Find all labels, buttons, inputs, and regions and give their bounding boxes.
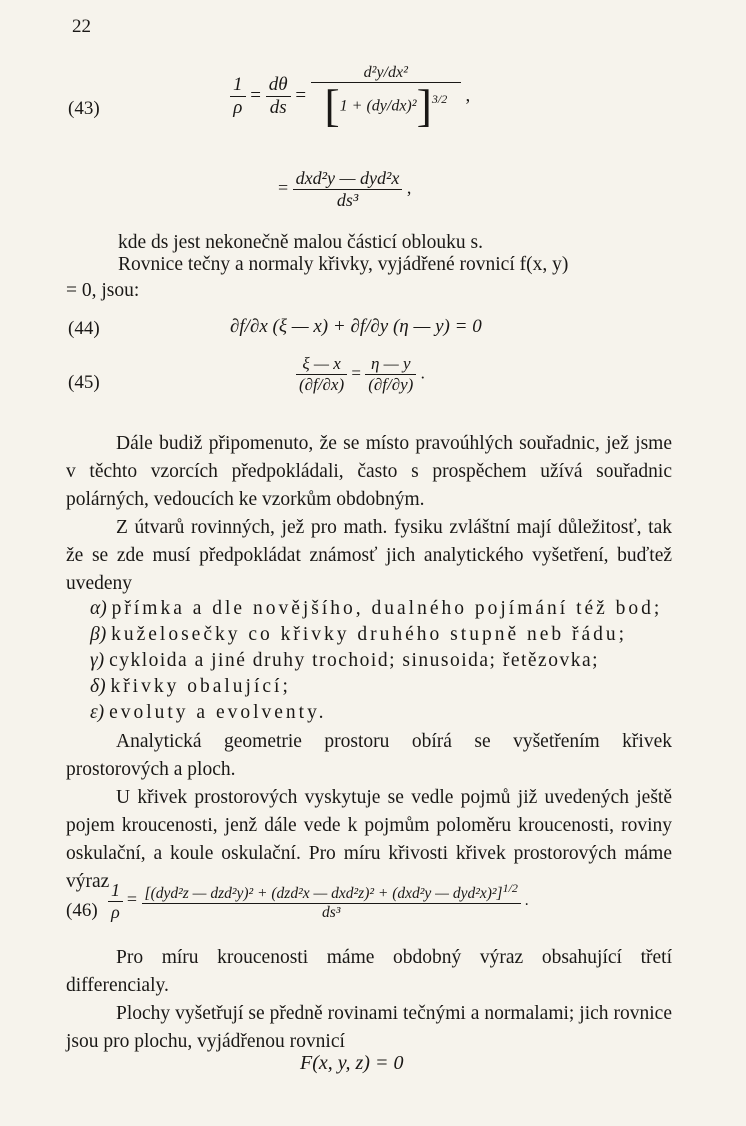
eq46-expr: $\frac{1}{\rho}$ = $\frac{[(dyd^2z — dzd^2y)^2 + (dzd^2x — dxd^2z)^2 + (dxd^2y — dyd^2x)^2]^{1/2}}{\text{ds³}}$ . (108, 880, 529, 923)
list-item-epsilon: ε) evoluty a evolventy. (90, 702, 327, 723)
paragraph-surfaces: Plochy vyšetřují se předně rovinami tečnými a normalami; jich rovnice jsou pro plochu, vyjádřenou rovnicí (66, 1003, 672, 1052)
eq43-rhs: $\frac{\text{d²y/dx²}}{[1 + (dy/dx)^2]^{3/2}}$ (311, 64, 461, 129)
text-tangent-normal-line1: Rovnice tečny a normaly křivky, vyjádřené rovnicí f(x, y) (118, 254, 569, 275)
list-item-delta: δ) křivky obalující; (90, 676, 291, 697)
eq43-label: (43) (68, 98, 100, 119)
eq46-label: (46) (66, 900, 98, 921)
paragraph-polar-coordinates: Dále budiž připomenuto, že se místo pravoúhlých souřadnic, jež jsme v těchto vzorcích předpokládali, často s prospěchem užívá souřadnic polárných, vedoucích ke vzorkům obdobným. (66, 433, 672, 510)
eq43-line1: $\frac{1}{\rho}$ = $\frac{d\theta}{ds}$ = $\frac{\text{d²y/dx²}}{[1 + (dy/dx)^2]^{3/2}}$ , (230, 64, 470, 129)
list-item-beta: β) kuželosečky co křivky druhého stupně neb řádu; (90, 624, 628, 645)
list-item-gamma: γ) cykloida a jiné druhy trochoid; sinusoida; řetězovka; (90, 650, 600, 671)
final-equation: F(x, y, z) = 0 (300, 1052, 404, 1074)
eq44-label: (44) (68, 318, 100, 339)
eq44-expr: ∂f/∂x (ξ — x) + ∂f/∂y (η — y) = 0 (230, 316, 482, 337)
eq43-line2: = $\frac{\text{dxd²y — dyd²x}}{\text{ds³}}$ , (278, 168, 412, 210)
paragraph-planar-figures: Z útvarů rovinných, jež pro math. fysiku zvláštní mají důležitosť, tak že se zde musí předpokládat známosť jich analytického vyšetření, buďtež uvedeny (66, 517, 672, 594)
list-item-alpha: α) přímka a dle novějšího, dualného pojímání též bod; (90, 598, 663, 619)
eq45-expr: $\frac{\xi — x}{(\partial f/\partial x)}$ = $\frac{\eta — y}{(\partial f/\partial y)}$ . (296, 354, 425, 395)
page-number: 22 (72, 16, 91, 37)
paragraph-torsion-measure: Pro míru kroucenosti máme obdobný výraz obsahující třetí differencialy. (66, 947, 672, 996)
eq43-mid: $\frac{d\theta}{ds}$ (266, 74, 291, 119)
eq43-lhs: $\frac{1}{\rho}$ (230, 74, 246, 119)
paragraph-space-geometry: Analytická geometrie prostoru obírá se vyšetřením křivek prostorových a ploch. (66, 731, 672, 780)
text-tangent-normal-line2: = 0, jsou: (66, 280, 140, 301)
text-ds-definition: kde ds jest nekonečně malou částicí oblouku s. (118, 232, 483, 253)
paragraph-torsion: U křivek prostorových vyskytuje se vedle pojmů již uvedených ještě pojem kroucenosti, jenž dále vede k pojmům poloměru kroucenosti, roviny oskulační, a koule oskulační. Pro míru křivosti křivek prostorových máme výraz (66, 787, 672, 892)
eq45-label: (45) (68, 372, 100, 393)
